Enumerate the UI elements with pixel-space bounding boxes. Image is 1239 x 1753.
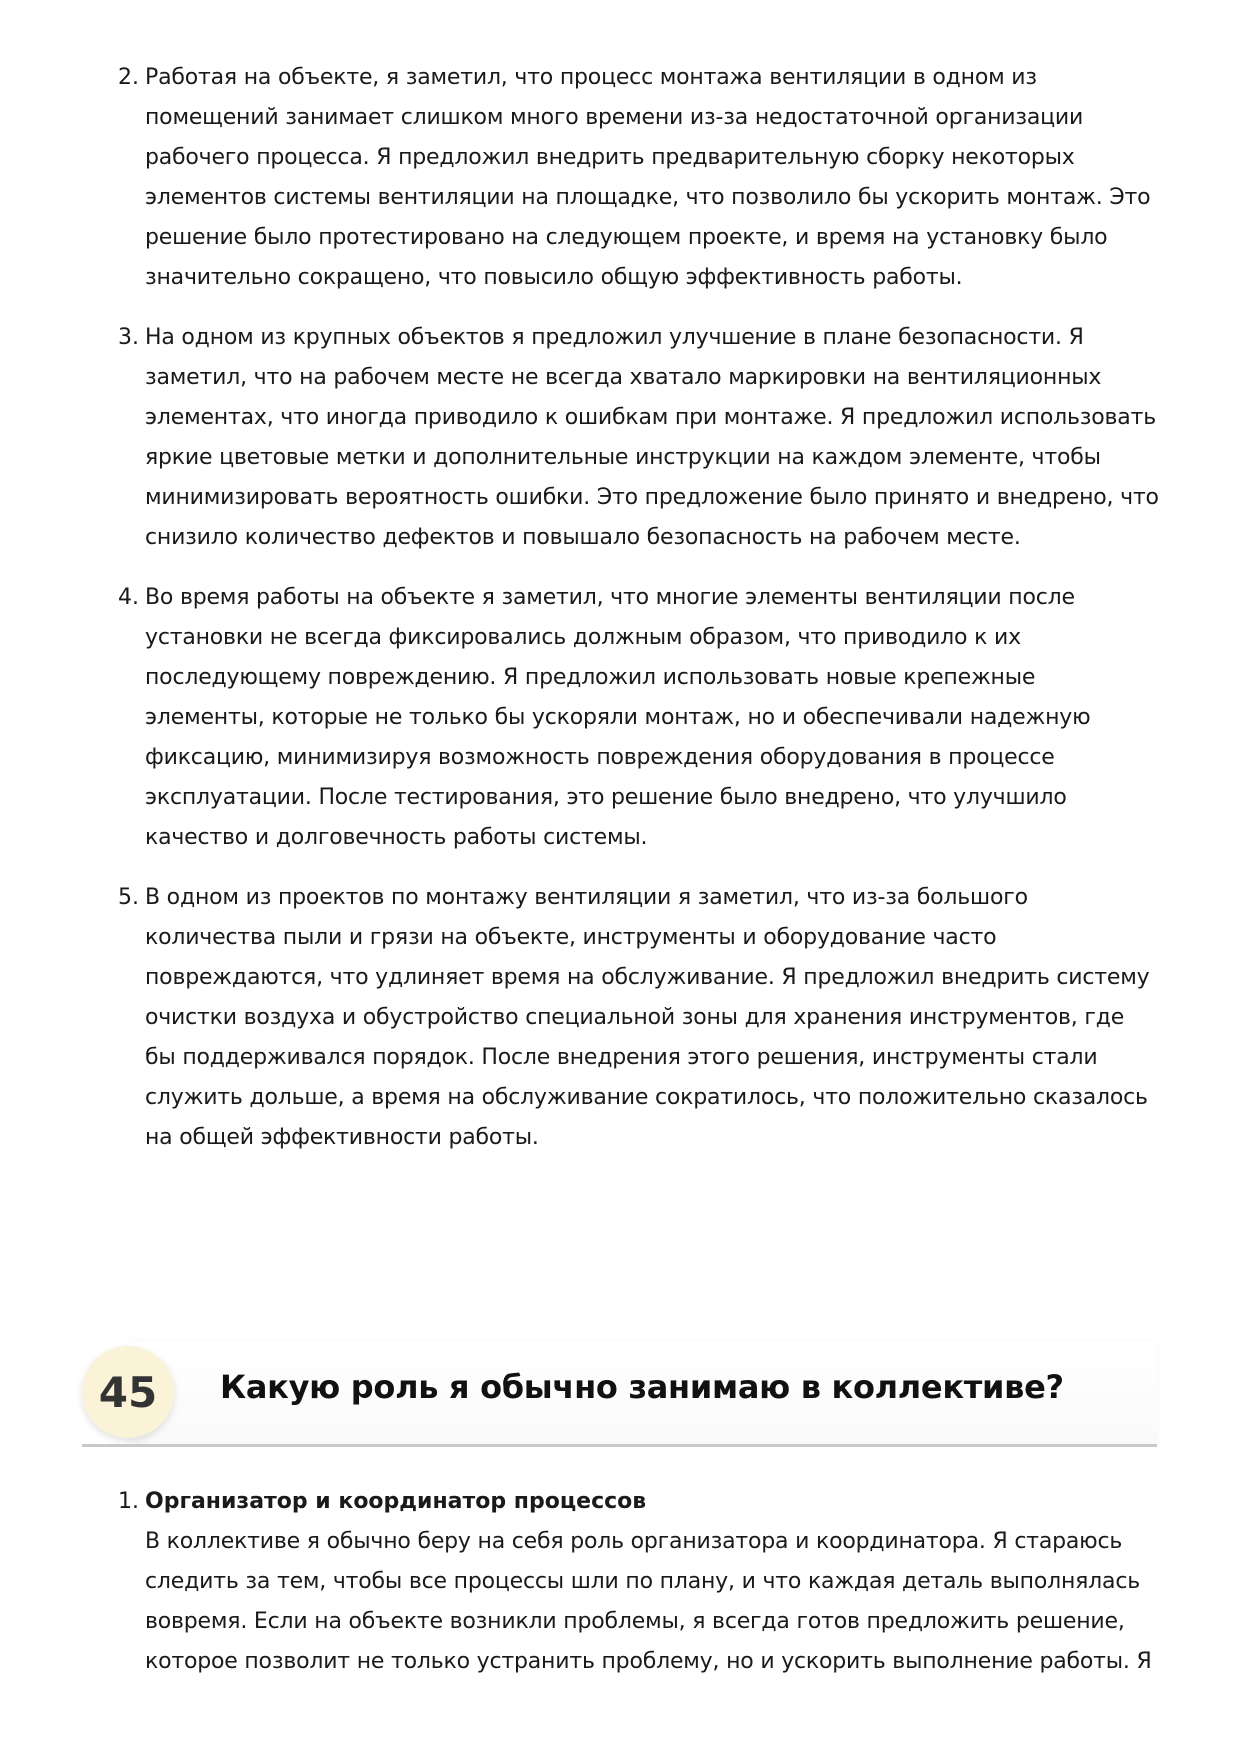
list-item-number: 3.: [118, 325, 139, 350]
section-number: 45: [98, 1367, 158, 1417]
list-item-title: Организатор и координатор процессов: [145, 1489, 647, 1514]
section-divider: [82, 1444, 1157, 1447]
list-item: [0, 878, 1160, 1158]
list-item-number: 2.: [118, 65, 139, 90]
list-item-text: В одном из проектов по монтажу вентиляции я заметил, что из-за большого количества пыли и грязи на объекте, инструменты и оборудование часто повреждаются, что удлиняет время на обслуживание. Я предложил внедрить систему очистки воздуха и обустройство специальной зоны для хранения инструментов, где бы поддерживался порядок. После внедрения этого решения, инструменты стали служить дольше, а время на обслуживание сократилось, что положительно сказалось на общей эффективности работы.: [145, 885, 1150, 1150]
list-item: [0, 58, 1160, 298]
section-heading: [82, 1342, 1157, 1444]
list-item-text: Во время работы на объекте я заметил, что многие элементы вентиляции после установки не всегда фиксировались должным образом, что приводило к их последующему повреждению. Я предложил использовать новые крепежные элементы, которые не только бы ускоряли монтаж, но и обеспечивали надежную фиксацию, минимизируя возможность повреждения оборудования в процессе эксплуатации. После тестирования, это решение было внедрено, что улучшило качество и долговечность работы системы.: [145, 585, 1091, 850]
list-item: [0, 1482, 1160, 1682]
list-item-text: Работая на объекте, я заметил, что процесс монтажа вентиляции в одном из помещений занимает слишком много времени из-за недостаточной организации рабочего процесса. Я предложил внедрить предварительную сборку некоторых элементов системы вентиляции на площадке, что позволило бы ускорить монтаж. Это решение было протестировано на следующем проекте, и время на установку было значительно сокращено, что повысило общую эффективность работы.: [145, 65, 1151, 290]
list-item-text: В коллективе я обычно беру на себя роль организатора и координатора. Я стараюсь следить за тем, чтобы все процессы шли по плану, и что каждая деталь выполнялась вовремя. Если на объекте возникли проблемы, я всегда готов предложить решение, которое позволит не только устранить проблему, но и ускорить выполнение работы. Я: [145, 1529, 1152, 1674]
section-number-badge: [82, 1346, 174, 1438]
list-item: [0, 318, 1160, 558]
list-item-number: 4.: [118, 585, 139, 610]
list-item-text: На одном из крупных объектов я предложил улучшение в плане безопасности. Я заметил, что на рабочем месте не всегда хватало маркировки на вентиляционных элементах, что иногда приводило к ошибкам при монтаже. Я предложил использовать яркие цветовые метки и дополнительные инструкции на каждом элементе, чтобы минимизировать вероятность ошибки. Это предложение было принято и внедрено, что снизило количество дефектов и повышало безопасность на рабочем месте.: [145, 325, 1159, 550]
list-item: [0, 578, 1160, 858]
roles-list: [0, 1482, 1239, 1682]
list-item-number: 5.: [118, 885, 139, 910]
list-item-number: 1.: [118, 1489, 139, 1514]
section-title: Какую роль я обычно занимаю в коллективе?: [220, 1368, 1064, 1406]
improvements-list: [0, 58, 1239, 1158]
